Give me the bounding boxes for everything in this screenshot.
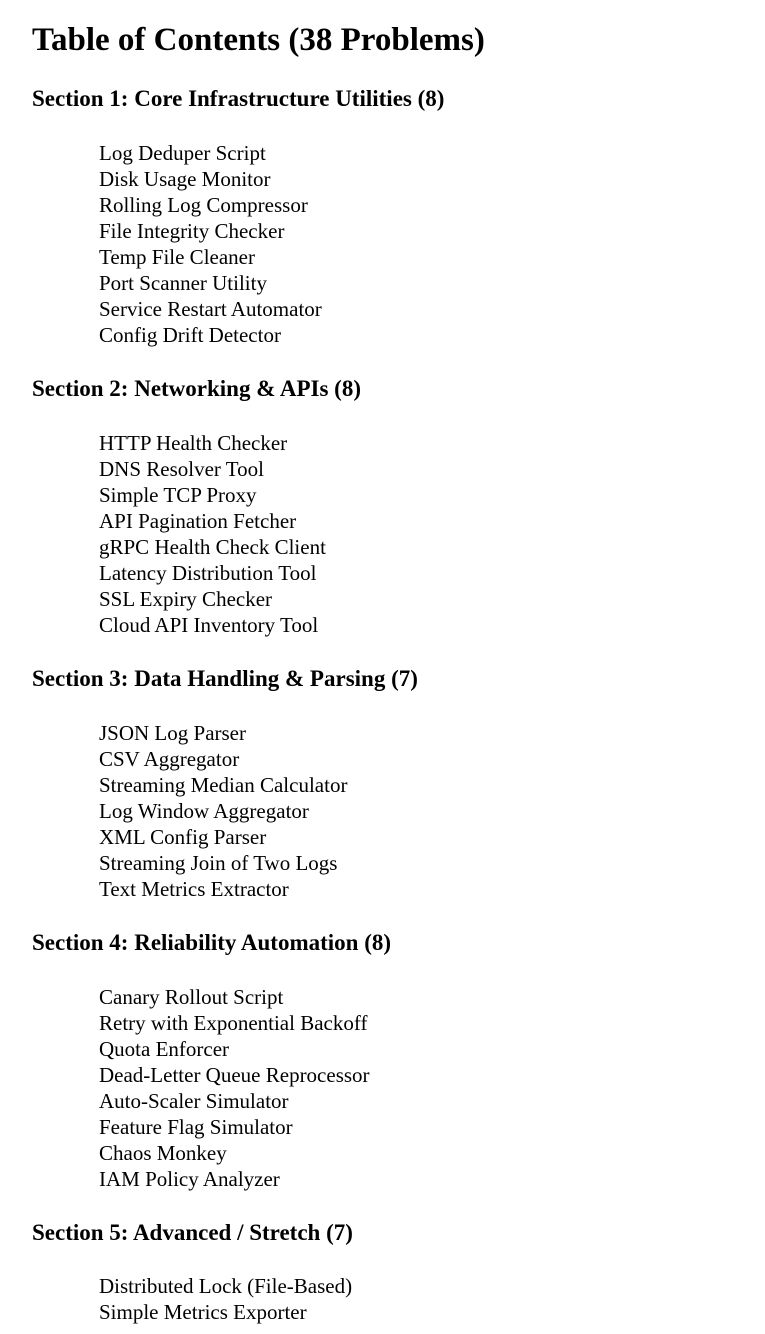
item-label: Config Drift Detector: [99, 323, 281, 347]
item-label: DNS Resolver Tool: [99, 457, 264, 481]
section-heading-2: Section 2: Networking & APIs (8): [32, 376, 361, 401]
item-label: CSV Aggregator: [99, 747, 240, 771]
page-title: Table of Contents (38 Problems): [32, 22, 485, 58]
item-label: Chaos Monkey: [99, 1141, 227, 1165]
item-label: XML Config Parser: [99, 825, 267, 849]
item-label: gRPC Health Check Client: [99, 535, 326, 559]
item-label: Distributed Lock (File-Based): [99, 1274, 353, 1298]
item-label: Feature Flag Simulator: [99, 1115, 293, 1139]
item-label: API Pagination Fetcher: [99, 509, 297, 533]
item-label: Disk Usage Monitor: [99, 167, 271, 191]
section-heading-3: Section 3: Data Handling & Parsing (7): [32, 666, 418, 691]
item-label: Log Deduper Script: [99, 141, 266, 165]
item-label: Streaming Median Calculator: [99, 773, 348, 797]
item-label: Dead-Letter Queue Reprocessor: [99, 1063, 370, 1087]
section-heading-4: Section 4: Reliability Automation (8): [32, 930, 392, 955]
item-label: Latency Distribution Tool: [99, 561, 317, 585]
item-label: Auto-Scaler Simulator: [99, 1089, 289, 1113]
item-label: Cloud API Inventory Tool: [99, 613, 319, 637]
item-label: Service Restart Automator: [99, 297, 322, 321]
item-label: File Integrity Checker: [99, 219, 285, 243]
item-label: Text Metrics Extractor: [99, 877, 289, 901]
item-label: Temp File Cleaner: [99, 245, 255, 269]
item-label: HTTP Health Checker: [99, 431, 288, 455]
item-label: Rolling Log Compressor: [99, 193, 308, 217]
item-label: Log Window Aggregator: [99, 799, 309, 823]
item-label: IAM Policy Analyzer: [99, 1167, 280, 1191]
section-heading-1: Section 1: Core Infrastructure Utilities (8): [32, 86, 445, 111]
item-label: Canary Rollout Script: [99, 985, 284, 1009]
item-label: Simple Metrics Exporter: [99, 1300, 307, 1324]
item-label: Quota Enforcer: [99, 1037, 230, 1061]
item-label: Retry with Exponential Backoff: [99, 1011, 368, 1035]
item-label: Port Scanner Utility: [99, 271, 267, 295]
section-heading-5: Section 5: Advanced / Stretch (7): [32, 1220, 353, 1245]
item-label: SSL Expiry Checker: [99, 587, 273, 611]
item-label: JSON Log Parser: [99, 721, 246, 745]
item-label: Streaming Join of Two Logs: [99, 851, 338, 875]
item-label: Simple TCP Proxy: [99, 483, 257, 507]
